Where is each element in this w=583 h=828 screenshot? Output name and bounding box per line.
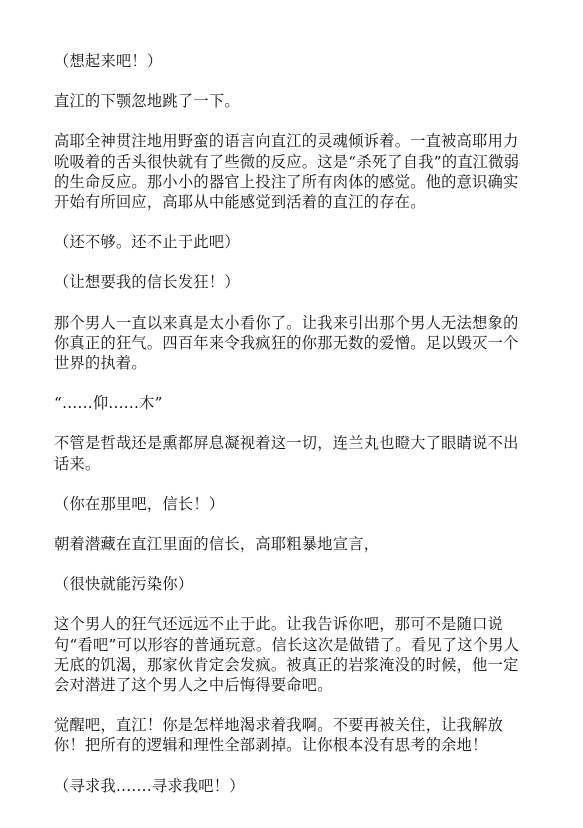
- paragraph-11: （很快就能污染你）: [54, 575, 194, 594]
- paragraph-3: 高耶全神贯注地用野蛮的语言向直江的灵魂倾诉着。一直被高耶用力吮吸着的舌头很快就有了些微的反应。这是“杀死了自我”的直江微弱的生命反应。那小小的器官上投注了所有肉体的感觉。他的意识确实开始有所回应，高耶从中能感觉到活着的直江的存在。: [54, 132, 520, 212]
- paragraph-7: “......仰......木”: [54, 394, 163, 413]
- paragraph-13: 觉醒吧，直江！你是怎样地渴求着我啊。不要再被关住，让我解放你！把所有的逻辑和理性全部剥掉。让你根本没有思考的余地！: [54, 716, 504, 755]
- paragraph-14: （寻求我.......寻求我吧！）: [54, 776, 245, 795]
- paragraph-6: 那个男人一直以来真是太小看你了。让我来引出那个男人无法想象的你真正的狂气。四百年来令我疯狂的你那无数的爱憎。足以毁灭一个世界的执着。: [54, 313, 519, 373]
- paragraph-2: 直江的下颚忽地跳了一下。: [54, 92, 240, 111]
- paragraph-9: （你在那里吧，信长！）: [54, 494, 225, 513]
- paragraph-10: 朝着潜藏在直江里面的信长，高耶粗暴地宣言，: [54, 535, 380, 554]
- paragraph-1: （想起来吧！）: [54, 52, 163, 70]
- paragraph-8: 不管是哲哉还是熏都屏息凝视着这一切，连兰丸也瞪大了眼睛说不出话来。: [54, 434, 519, 473]
- paragraph-5: （让想要我的信长发狂！）: [54, 273, 240, 292]
- paragraph-4: （还不够。还不止于此吧）: [54, 233, 240, 252]
- paragraph-12: 这个男人的狂气还远远不止于此。让我告诉你吧，那可不是随口说句“看吧”可以形容的普通玩意。信长这次是做错了。看见了这个男人无底的饥渴，那家伙肯定会发疯。被真正的岩浆淹没的时候，他一定会对潜进了这个男人之中后悔得要命吧。: [54, 615, 520, 695]
